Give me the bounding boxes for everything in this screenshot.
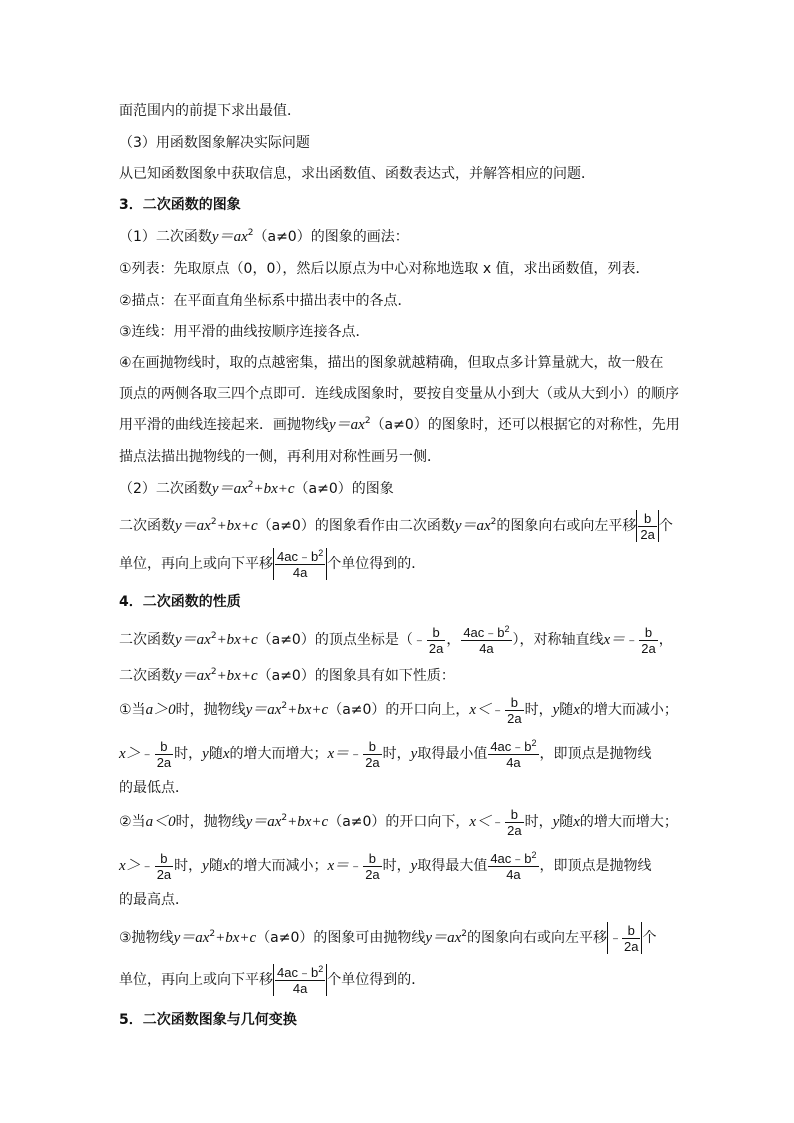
formula: x: [573, 814, 580, 830]
formula: y＝ax: [454, 518, 491, 534]
text: （2）二次函数: [119, 481, 212, 497]
subheading: （3）用函数图象解决实际问题: [119, 135, 310, 151]
denominator: 2a: [641, 640, 656, 656]
formula: a＞0: [145, 702, 176, 718]
text: ，即顶点是抛物线: [539, 858, 652, 874]
text: 个单位得到的．: [327, 972, 426, 988]
fraction: [363, 851, 381, 882]
formula: +bx+c: [215, 930, 257, 946]
minus-sign: ﹣: [491, 702, 505, 717]
text: 二次函数: [119, 632, 175, 648]
exponent: 2: [364, 416, 371, 426]
text-line: ②描点：在平面直角坐标系中描出表中的各点．: [119, 293, 412, 309]
text: （a≠0）的图象时，还可以根据它的对称性，先用: [370, 417, 680, 433]
fraction: [155, 851, 173, 882]
text: 时，: [382, 858, 411, 874]
text-line: [119, 964, 425, 996]
text: ①当: [119, 702, 146, 718]
text: ），对称轴直线: [512, 632, 604, 648]
text: （a≠0）的图象看作由二次函数: [257, 518, 455, 534]
formula: x＞: [119, 746, 141, 762]
fraction: [275, 965, 325, 996]
text: 个: [658, 518, 673, 534]
fraction: [155, 739, 173, 770]
text-line: [119, 738, 652, 770]
text-line: 面范围内的前提下求出最值．: [119, 103, 301, 119]
text: 随: [208, 858, 223, 874]
text: 时，: [174, 858, 203, 874]
formula: x＞: [119, 858, 141, 874]
text: 随: [559, 814, 574, 830]
formula: x＝: [603, 632, 626, 648]
formula: y＝ax: [245, 814, 282, 830]
formula: y＝ax: [175, 668, 211, 684]
formula: y＝ax: [425, 930, 462, 946]
text: 用平滑的曲线连接起来．画抛物线: [119, 417, 329, 433]
denominator: 2a: [365, 754, 380, 770]
fraction: [275, 549, 325, 580]
formula: y＝ax: [211, 229, 248, 245]
denominator: 2a: [507, 710, 522, 726]
section-heading-5: 5．二次函数图象与几何变换: [119, 1012, 297, 1028]
text: 随: [208, 746, 223, 762]
formula: +bx+c: [216, 632, 258, 648]
section-heading-4: 4．二次函数的性质: [119, 594, 241, 610]
formula: x: [222, 746, 230, 762]
minus-sign: ﹣: [349, 858, 363, 873]
text: 时，: [174, 746, 203, 762]
text: ③抛物线: [119, 930, 174, 946]
formula: +bx+c: [216, 668, 258, 684]
denominator: 2a: [156, 866, 172, 882]
numerator: b: [510, 694, 518, 710]
numerator: b: [432, 624, 440, 640]
formula: y＝ax: [329, 417, 365, 433]
denominator: 2a: [365, 866, 380, 882]
text: ，: [658, 632, 673, 648]
formula: +bx+c: [216, 518, 258, 534]
text: ②当: [119, 814, 146, 830]
fraction: [622, 923, 640, 954]
text-line: [119, 624, 673, 656]
formula: x＝: [327, 746, 350, 762]
text: （a≠0）的图象: [294, 481, 394, 497]
text: 的图象向右或向左平移: [496, 518, 637, 534]
formula: y＝ax: [175, 632, 211, 648]
fraction: [505, 807, 523, 838]
denominator: 4a: [275, 980, 325, 996]
text: （1）二次函数: [119, 229, 212, 245]
formula: x: [222, 858, 230, 874]
denominator: 2a: [623, 938, 639, 954]
denominator: 4a: [275, 564, 325, 580]
formula: +bx+c: [287, 814, 329, 830]
exponent: 2: [209, 929, 216, 939]
text-line: [119, 694, 678, 726]
text-line: 顶点的两侧各取三四个点即可．连线成图象时，要按自变量从小到大（或从大到小）的顺序: [119, 386, 679, 402]
numerator: b: [160, 738, 168, 754]
text-line: 从已知函数图象中获取信息，求出函数值、函数表达式，并解答相应的问题．: [119, 166, 595, 182]
text-line: 描点法描出抛物线的一侧，再利用对称性画另一侧．: [119, 449, 441, 465]
text: 的增大而增大；: [229, 746, 328, 762]
text-line: 的最高点．: [119, 892, 189, 908]
section-heading-3: 3．二次函数的图象: [119, 197, 241, 213]
numerator: b: [627, 922, 635, 938]
numerator: b: [368, 738, 377, 754]
text: （a≠0）的图象具有如下性质：: [257, 668, 455, 684]
numerator: $4ac﹣b^2$: [490, 849, 537, 866]
minus-sign: ﹣: [625, 632, 639, 647]
text: （a≠0）的开口向上，: [328, 702, 470, 718]
formula: y＝ax: [245, 702, 282, 718]
text-line: [119, 922, 656, 954]
absolute-value: [273, 548, 327, 580]
denominator: 2a: [640, 526, 655, 542]
minus-sign: ﹣: [140, 858, 154, 873]
formula: y: [202, 746, 209, 762]
text: 个: [642, 930, 657, 946]
numerator: b: [510, 806, 518, 822]
text: 时，抛物线: [175, 814, 246, 830]
fraction: [488, 851, 538, 882]
formula: x＝: [327, 858, 350, 874]
numerator: b: [644, 624, 653, 640]
denominator: 2a: [428, 640, 444, 656]
text: 时，抛物线: [175, 702, 246, 718]
text: 的增大而减小；: [579, 702, 678, 718]
minus-sign: ﹣: [608, 930, 622, 945]
exponent: 2: [247, 480, 254, 490]
text: 取得最大值: [417, 858, 488, 874]
text: 取得最小值: [417, 746, 488, 762]
formula: y: [552, 814, 560, 830]
text-line: [119, 666, 455, 686]
denominator: 4a: [461, 640, 511, 656]
numerator: $4ac﹣b^2$: [490, 737, 537, 754]
text-line: ④在画抛物线时，取的点越密集，描出的图象就越精确，但取点多计算量就大，故一般在: [119, 355, 664, 371]
fraction: [639, 625, 657, 656]
text: 的图象向右或向左平移: [466, 930, 607, 946]
text: 二次函数: [119, 518, 175, 534]
text-line: ①列表：先取原点（0，0），然后以原点为中心对称地选取 x 值，求出函数值，列表．: [119, 261, 650, 277]
text: 二次函数: [119, 668, 175, 684]
text-line: [119, 227, 409, 247]
text: 时，: [524, 814, 553, 830]
minus-sign: ﹣: [349, 746, 363, 761]
minus-sign: ﹣: [140, 746, 154, 761]
text-line: [119, 850, 652, 882]
absolute-value: [273, 964, 327, 996]
text: （a≠0）的顶点坐标是（: [257, 632, 413, 648]
denominator: 2a: [507, 822, 522, 838]
text: 时，: [382, 746, 411, 762]
numerator: b: [160, 850, 168, 866]
formula: x＜: [469, 702, 492, 718]
numerator: b: [644, 510, 652, 526]
text: （a≠0）的开口向下，: [328, 814, 470, 830]
text-line: ③连线：用平滑的曲线按顺序连接各点．: [119, 324, 370, 340]
fraction: [363, 739, 381, 770]
text: 的增大而增大；: [579, 814, 678, 830]
fraction: [638, 511, 656, 542]
formula: y: [410, 858, 418, 874]
numerator: $4ac﹣b^2$: [463, 623, 510, 640]
text: ，: [446, 632, 461, 648]
text: ，即顶点是抛物线: [539, 746, 652, 762]
formula: x: [573, 702, 580, 718]
fraction: [427, 625, 445, 656]
formula: y: [552, 702, 560, 718]
text: 单位，再向上或向下平移: [119, 556, 273, 572]
formula: +bx+c: [287, 702, 329, 718]
text-line: [119, 510, 673, 542]
text-line: [119, 415, 680, 435]
formula: y: [410, 746, 418, 762]
fraction: [488, 739, 538, 770]
text-line: [119, 806, 678, 838]
text-line: 的最低点．: [119, 780, 189, 796]
exponent: 2: [281, 701, 288, 711]
exponent: 2: [461, 929, 467, 939]
numerator: $4ac﹣b^2$: [277, 963, 324, 980]
denominator: 4a: [488, 866, 538, 882]
absolute-value: [636, 510, 658, 542]
denominator: 4a: [488, 754, 538, 770]
formula: y＝ax: [175, 518, 211, 534]
exponent: 2: [490, 517, 497, 527]
exponent: 2: [210, 517, 217, 527]
numerator: $4ac﹣b^2$: [277, 547, 324, 564]
exponent: 2: [210, 631, 217, 641]
exponent: 2: [210, 667, 217, 677]
formula: y: [202, 858, 209, 874]
text: 时，: [524, 702, 553, 718]
text: 单位，再向上或向下平移: [119, 972, 273, 988]
text: （a≠0）的图象的画法：: [253, 229, 409, 245]
text: 随: [559, 702, 574, 718]
subheading: [119, 479, 394, 499]
text: 的增大而减小；: [229, 858, 328, 874]
numerator: b: [368, 850, 377, 866]
text: 个单位得到的．: [327, 556, 426, 572]
formula: a＜0: [145, 814, 176, 830]
minus-sign: ﹣: [412, 632, 426, 647]
formula: x＜: [469, 814, 492, 830]
minus-sign: ﹣: [491, 814, 505, 829]
absolute-value: [607, 922, 642, 954]
exponent: 2: [247, 228, 254, 238]
fraction: [461, 625, 511, 656]
formula: y＝ax: [211, 481, 248, 497]
formula: +bx+c: [253, 481, 295, 497]
text: （a≠0）的图象可由抛物线: [256, 930, 426, 946]
denominator: 2a: [156, 754, 172, 770]
exponent: 2: [281, 813, 288, 823]
text-line: [119, 548, 425, 580]
fraction: [505, 695, 523, 726]
formula: y＝ax: [173, 930, 210, 946]
